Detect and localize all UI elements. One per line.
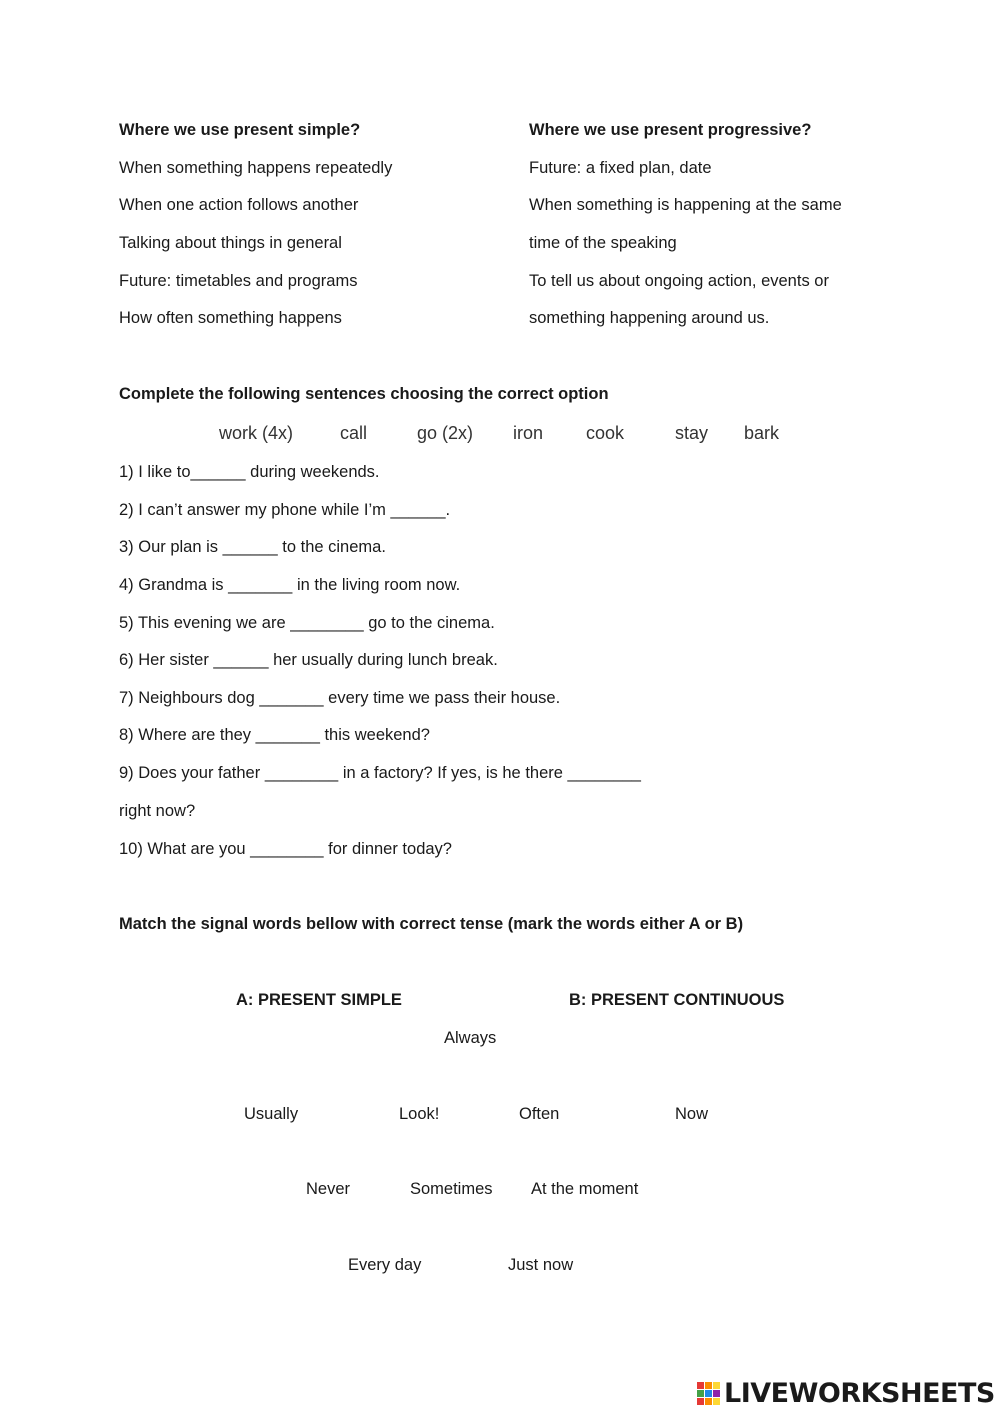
signal-word: Often	[519, 1105, 560, 1123]
word-bank-item: work (4x)	[219, 423, 294, 443]
sentence: 10) What are you ________ for dinner today?	[119, 840, 452, 858]
present-simple-line: Future: timetables and programs	[119, 272, 358, 290]
sentence: 2) I can’t answer my phone while I’m ______.	[119, 501, 451, 519]
liveworksheets-logo-text: LIVEWORKSHEETS	[724, 1378, 995, 1409]
signal-word: Look!	[399, 1105, 440, 1123]
present-simple-line: When one action follows another	[119, 196, 359, 214]
word-bank-item: go (2x)	[417, 423, 474, 443]
sentence: 5) This evening we are ________ go to the cinema.	[119, 614, 495, 632]
column-a-label: A: PRESENT SIMPLE	[236, 991, 402, 1009]
liveworksheets-logo	[697, 1378, 995, 1410]
signal-word: Now	[675, 1105, 709, 1123]
signal-word: Sometimes	[410, 1180, 493, 1198]
present-simple-heading: Where we use present simple?	[119, 121, 361, 139]
liveworksheets-logo-icon	[697, 1382, 721, 1406]
present-progressive-line: something happening around us.	[529, 309, 770, 327]
exercise2-heading: Match the signal words bellow with correct tense (mark the words either A or B)	[119, 915, 744, 933]
signal-word: Never	[306, 1180, 351, 1198]
sentence: 4) Grandma is _______ in the living room now.	[119, 576, 461, 594]
column-b-label: B: PRESENT CONTINUOUS	[569, 991, 785, 1009]
signal-word: Always	[444, 1029, 497, 1047]
signal-word: At the moment	[531, 1180, 639, 1198]
present-progressive-line: When something is happening at the same	[529, 196, 842, 214]
sentence: 8) Where are they _______ this weekend?	[119, 726, 430, 744]
present-progressive-line: Future: a fixed plan, date	[529, 159, 712, 177]
signal-word: Just now	[508, 1256, 574, 1274]
exercise1-heading: Complete the following sentences choosing the correct option	[119, 385, 609, 403]
signal-word: Usually	[244, 1105, 299, 1123]
word-bank-item: bark	[744, 423, 780, 443]
sentence: 6) Her sister ______ her usually during lunch break.	[119, 651, 498, 669]
signal-word: Every day	[348, 1256, 422, 1274]
sentence: 1) I like to______ during weekends.	[119, 463, 380, 481]
word-bank-item: stay	[675, 423, 709, 443]
present-progressive-line: time of the speaking	[529, 234, 677, 252]
present-progressive-line: To tell us about ongoing action, events or	[529, 272, 829, 290]
word-bank-item: call	[340, 423, 368, 443]
present-progressive-heading: Where we use present progressive?	[529, 121, 812, 139]
present-simple-line: How often something happens	[119, 309, 342, 327]
sentence: 9) Does your father ________ in a factory? If yes, is he there ________	[119, 764, 641, 782]
sentence: right now?	[119, 802, 196, 820]
word-bank-item: iron	[513, 423, 544, 443]
sentence: 7) Neighbours dog _______ every time we pass their house.	[119, 689, 561, 707]
present-simple-line: Talking about things in general	[119, 234, 342, 252]
word-bank-item: cook	[586, 423, 625, 443]
present-simple-line: When something happens repeatedly	[119, 159, 393, 177]
sentence: 3) Our plan is ______ to the cinema.	[119, 538, 386, 556]
